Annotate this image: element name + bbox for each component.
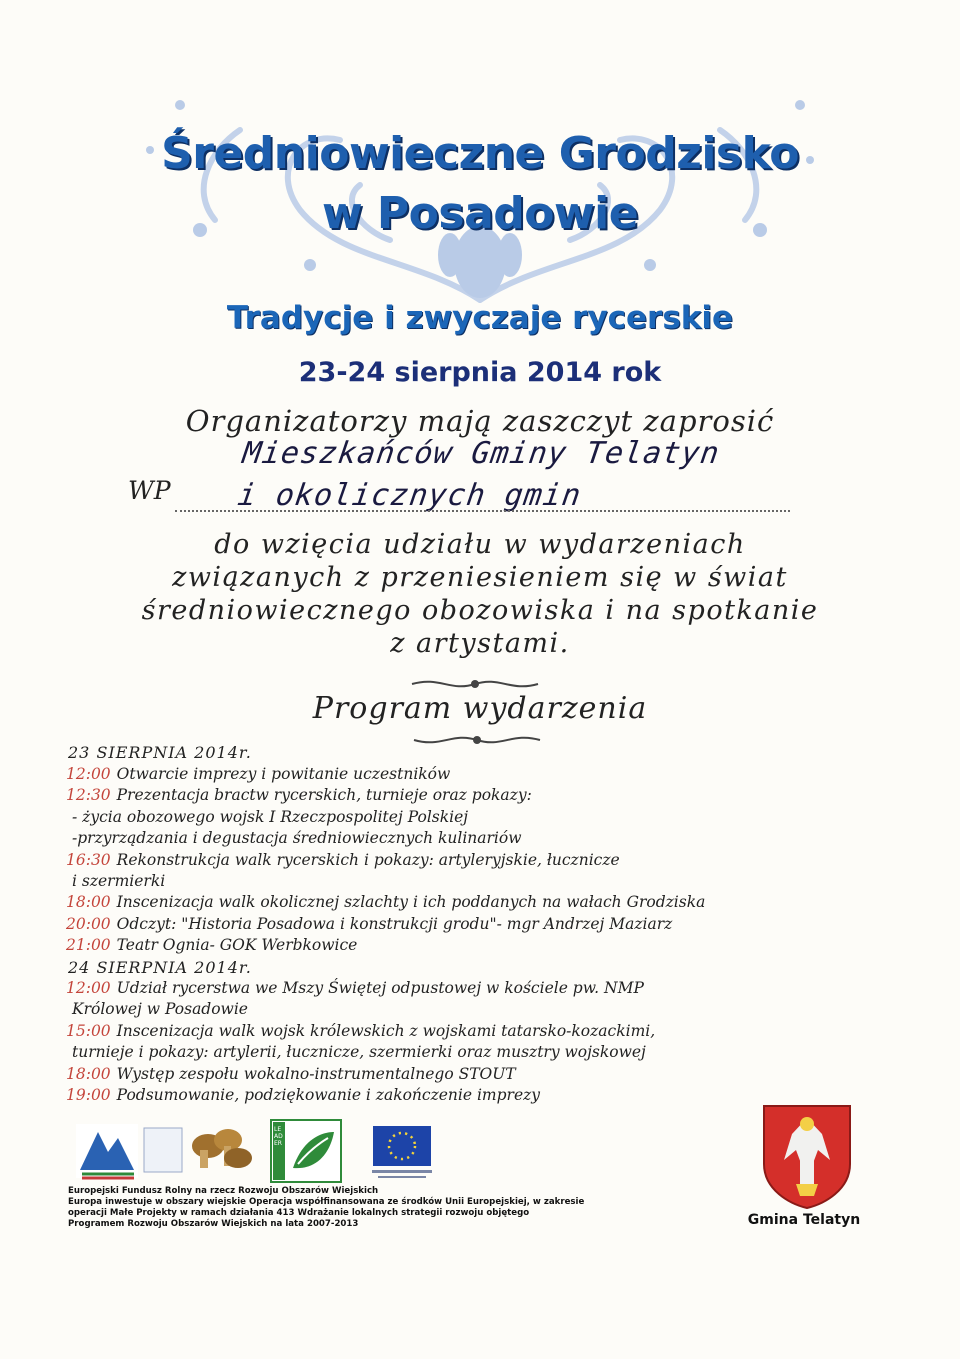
schedule-row	[66, 1042, 896, 1063]
invitation-body-line: średniowiecznego obozowiska i na spotkanie	[141, 595, 819, 626]
schedule-row	[66, 871, 896, 892]
schedule-time: 12:00	[66, 765, 111, 783]
dotted-fill-line	[175, 510, 790, 512]
schedule-text: Występ zespołu wokalno-instrumentalnego STOUT	[116, 1064, 516, 1083]
schedule-row	[66, 1064, 896, 1085]
schedule-row	[66, 935, 896, 956]
invitation-body-line: związanych z przeniesieniem się w świat	[172, 562, 788, 593]
schedule-text: Rekonstrukcja walk rycerskich i pokazy: artyleryjskie, łucznicze	[116, 850, 620, 869]
sponsor-logos-strip	[68, 1118, 668, 1184]
poster-title-line1: Średniowieczne Grodzisko	[161, 128, 799, 179]
schedule-row	[66, 764, 896, 785]
schedule-row	[66, 785, 896, 806]
schedule-text: Podsumowanie, podziękowanie i zakończenie imprezy	[116, 1086, 541, 1105]
schedule-row	[66, 807, 896, 828]
program-title: Program wydarzenia	[312, 691, 648, 726]
leader-label: LEADER	[274, 1126, 283, 1147]
invitation-line: Organizatorzy mają zaszczyt zaprosić	[185, 404, 775, 438]
schedule-text: Prezentacja bractw rycerskich, turnieje oraz pokazy:	[116, 786, 532, 805]
schedule-text: Królowej w Posadowie	[72, 1000, 248, 1019]
schedule-text: Odczyt: "Historia Posadowa i konstrukcji grodu"- mgr Andrzej Maziarz	[116, 914, 673, 933]
schedule-time: 12:30	[66, 786, 111, 805]
schedule-time: 15:00	[66, 1021, 111, 1040]
schedule-row	[66, 914, 896, 935]
schedule-row	[66, 999, 896, 1020]
schedule-row	[66, 828, 896, 849]
schedule-time: 16:30	[66, 850, 111, 869]
schedule-text: Udział rycerstwa we Mszy Świętej odpustowej w kościele pw. NMP	[116, 979, 644, 997]
footer-line: Europejski Fundusz Rolny na rzecz Rozwoju Obszarów Wiejskich	[68, 1186, 379, 1196]
schedule-day-2	[66, 978, 896, 1106]
schedule-time: 18:00	[66, 893, 111, 912]
schedule-row	[66, 1021, 896, 1042]
handwritten-invitee-line1: Mieszkańców Gminy Telatyn	[240, 436, 723, 471]
poster-title-line2: w Posadowie	[321, 188, 639, 239]
schedule-text: i szermierki	[72, 872, 166, 891]
schedule-time: 21:00	[66, 936, 111, 955]
schedule-row	[66, 892, 896, 913]
footer-line: Europa inwestuje w obszary wiejskie Operacja współfinansowana ze środków Unii Europejskiej, w zakresie	[68, 1197, 585, 1207]
schedule-day-1	[66, 764, 896, 957]
schedule-row	[66, 978, 896, 999]
efrrow-logo-icon	[76, 1124, 182, 1178]
poster-subtitle: Tradycje i zwyczaje rycerskie	[226, 300, 734, 336]
schedule-time: 20:00	[66, 914, 111, 933]
footer-funding-note	[68, 1186, 728, 1230]
day-heading: 24 SIERPNIA 2014r.	[68, 958, 252, 977]
schedule-time: 19:00	[66, 1086, 111, 1105]
event-dates: 23-24 sierpnia 2014 rok	[298, 357, 662, 388]
footer-line: operacji Małe Projekty w ramach działania 413 Wdrażanie lokalnych strategii rozwoju objętego	[68, 1208, 530, 1218]
flourish-top-icon	[410, 676, 540, 692]
invitation-body-line: z artystami.	[390, 628, 570, 659]
schedule-text: Inscenizacja walk okolicznej szlachty i ich poddanych na wałach Grodziska	[116, 893, 706, 912]
wp-label: WP	[128, 476, 171, 505]
schedule-row	[66, 850, 896, 871]
invitation-body-line: do wzięcia udziału w wydarzeniach	[214, 529, 746, 560]
invitation-body	[0, 528, 960, 660]
day-heading: 23 SIERPNIA 2014r.	[68, 743, 252, 762]
schedule-time: 12:00	[66, 979, 111, 997]
sponsor-logos	[68, 1118, 668, 1188]
schedule-text: Otwarcie imprezy i powitanie uczestników	[116, 765, 451, 783]
schedule-text: Teatr Ognia- GOK Werbkowice	[116, 936, 358, 955]
handwritten-invitee-line2: i okolicznych gmin	[235, 478, 584, 513]
schedule-text: turnieje i pokazy: artylerii, łucznicze, szermierki oraz musztry wojskowej	[72, 1043, 646, 1062]
schedule-text: - życia obozowego wojsk I Rzeczpospolitej Polskiej	[72, 807, 469, 826]
schedule-text: -przyrządzania i degustacja średniowiecznych kulinariów	[72, 829, 522, 848]
schedule-text: Inscenizacja walk wojsk królewskich z wojskami tatarsko-kozackimi,	[116, 1021, 656, 1040]
footer-line: Programem Rozwoju Obszarów Wiejskich na lata 2007-2013	[68, 1219, 359, 1229]
eu-flag-icon	[372, 1126, 432, 1178]
flourish-bottom-icon	[412, 732, 542, 748]
coat-of-arms-icon	[762, 1104, 852, 1210]
gmina-label: Gmina Telatyn	[747, 1212, 861, 1228]
schedule-time: 18:00	[66, 1064, 111, 1083]
local-group-logo-icon	[192, 1129, 252, 1168]
